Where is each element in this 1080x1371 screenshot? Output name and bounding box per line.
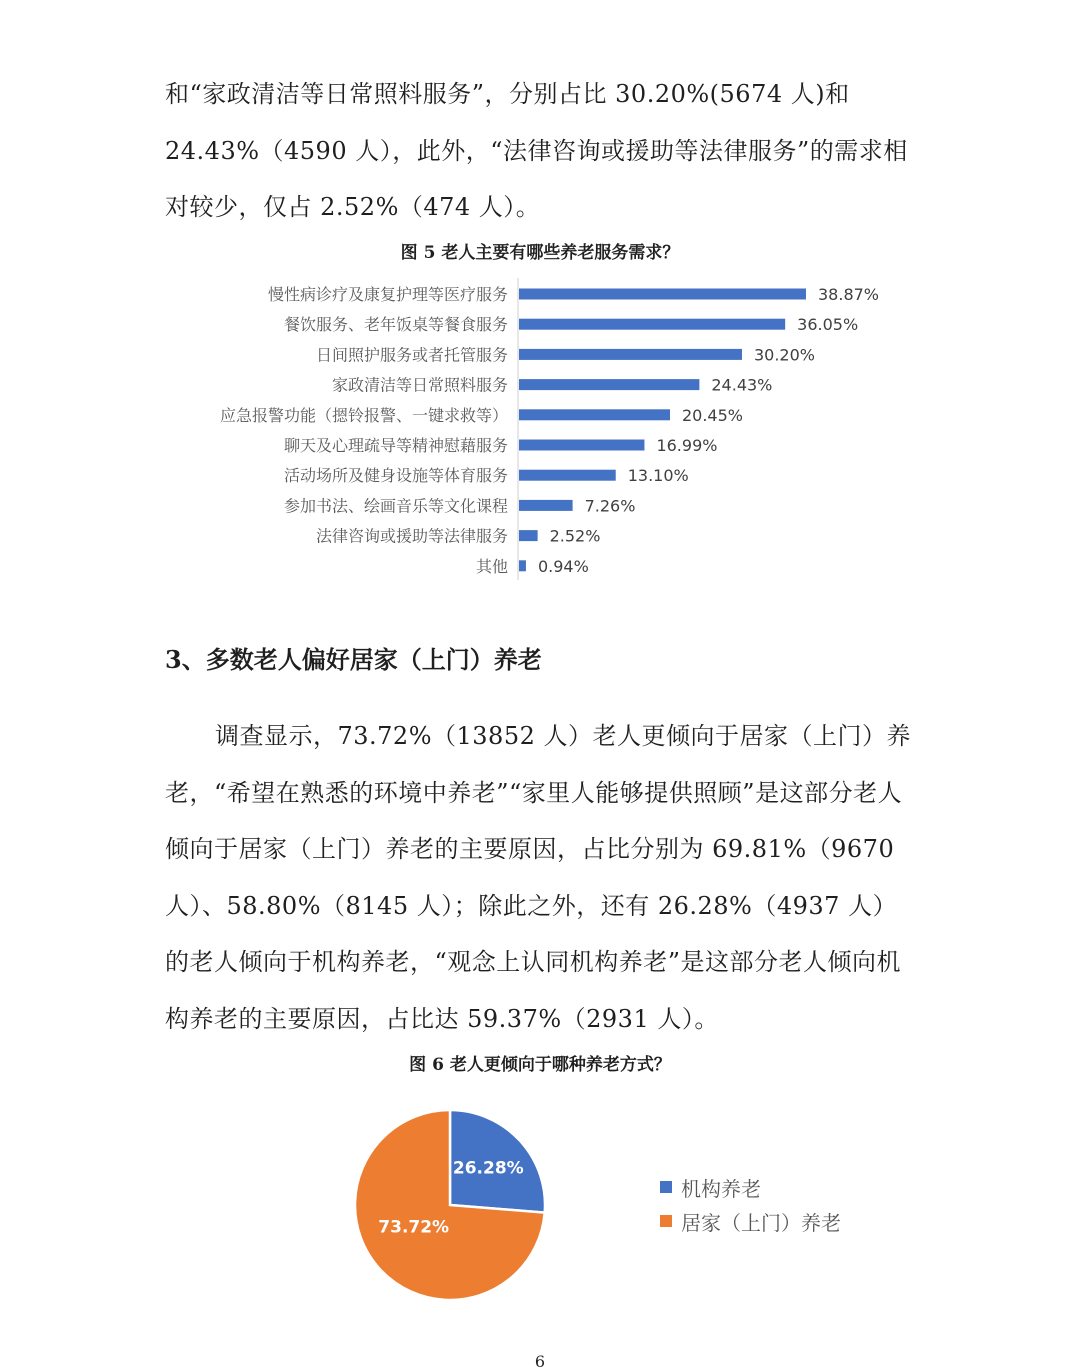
bar-category-label: 聊天及心理疏导等精神慰藉服务 (283, 436, 508, 455)
page-number: 6 (534, 1352, 546, 1371)
bar-value-label: 0.94% (537, 556, 589, 576)
bar-value-label: 7.26% (584, 496, 636, 516)
bar-category-label: 慢性病诊疗及康复护理等医疗服务 (267, 285, 508, 304)
service-needs-bar-chart (0, 270, 1080, 590)
bar-value-label: 24.43% (711, 375, 773, 395)
bar-value-label: 16.99% (656, 436, 718, 455)
bar-category-label: 日间照护服务或者托管服务 (315, 345, 508, 365)
bar-category-label: 其他 (475, 556, 508, 576)
legend-label-home: 居家（上门）养老 (681, 1210, 841, 1235)
legend-label-institution: 机构养老 (681, 1176, 761, 1201)
bar-value-label: 30.20% (753, 345, 815, 365)
bar (519, 319, 785, 330)
bar (519, 349, 742, 360)
bar (519, 560, 526, 571)
bar-category-label: 餐饮服务、老年饭桌等餐食服务 (283, 315, 508, 335)
bar-category-label: 家政清洁等日常照料服务 (331, 375, 508, 395)
bar-category-label: 活动场所及健身设施等体育服务 (283, 466, 508, 486)
section-heading: 3、多数老人偏好居家（上门）养老 (165, 645, 542, 674)
care-preference-pie-chart (340, 1095, 560, 1315)
legend-swatch-institution (660, 1181, 672, 1193)
legend-item-institution (660, 1170, 841, 1204)
bar (519, 470, 616, 481)
bar (519, 379, 699, 390)
pie-legend (660, 1170, 841, 1238)
intro-paragraph: 和“家政清洁等日常照料服务”，分别占比 30.20%(5674 人)和 24.43%（4590 人），此外，“法律咨询或援助等法律服务”的需求相对较少，仅占 2.52%（474 人）。 (165, 80, 908, 221)
bar (519, 500, 573, 511)
figure-5-caption: 图 5 老人主要有哪些养老服务需求？ (400, 243, 680, 263)
bar (519, 289, 806, 300)
bar (519, 530, 538, 541)
bar-value-label: 20.45% (681, 405, 744, 425)
bar (519, 440, 644, 451)
figure-6-caption: 图 6 老人更倾向于哪种养老方式？ (409, 1055, 671, 1075)
pie-slice-label: 26.28% (452, 1158, 524, 1179)
bar-value-label: 38.87% (818, 285, 880, 304)
bar-category-label: 应急报警功能（摁铃报警、一键求救等） (219, 405, 508, 425)
section-paragraph: 调查显示，73.72%（13852 人）老人更倾向于居家（上门）养老，“希望在熟悉的环境中养老”“家里人能够提供照顾”是这部分老人倾向于居家（上门）养老的主要原因，占比分别为 69.81%（9670 人）、58.80%（8145 人）；除此之外，还有 26.28%（4937 人）的老人倾向于机构养老，“观念上认同机构养老”是这部分老人倾向机构养老的主要原因，占比达 59.37%（2931 人）。 (165, 722, 911, 1033)
bar-category-label: 参加书法、绘画音乐等文化课程 (283, 496, 508, 516)
legend-item-home (660, 1204, 841, 1238)
bar-value-label: 2.52% (549, 526, 601, 546)
bar-value-label: 36.05% (797, 315, 859, 335)
pie-slice-label: 73.72% (378, 1217, 450, 1238)
bar-category-label: 法律咨询或援助等法律服务 (315, 526, 508, 546)
legend-swatch-home (660, 1215, 672, 1227)
bar-value-label: 13.10% (627, 466, 689, 486)
bar (519, 409, 670, 420)
